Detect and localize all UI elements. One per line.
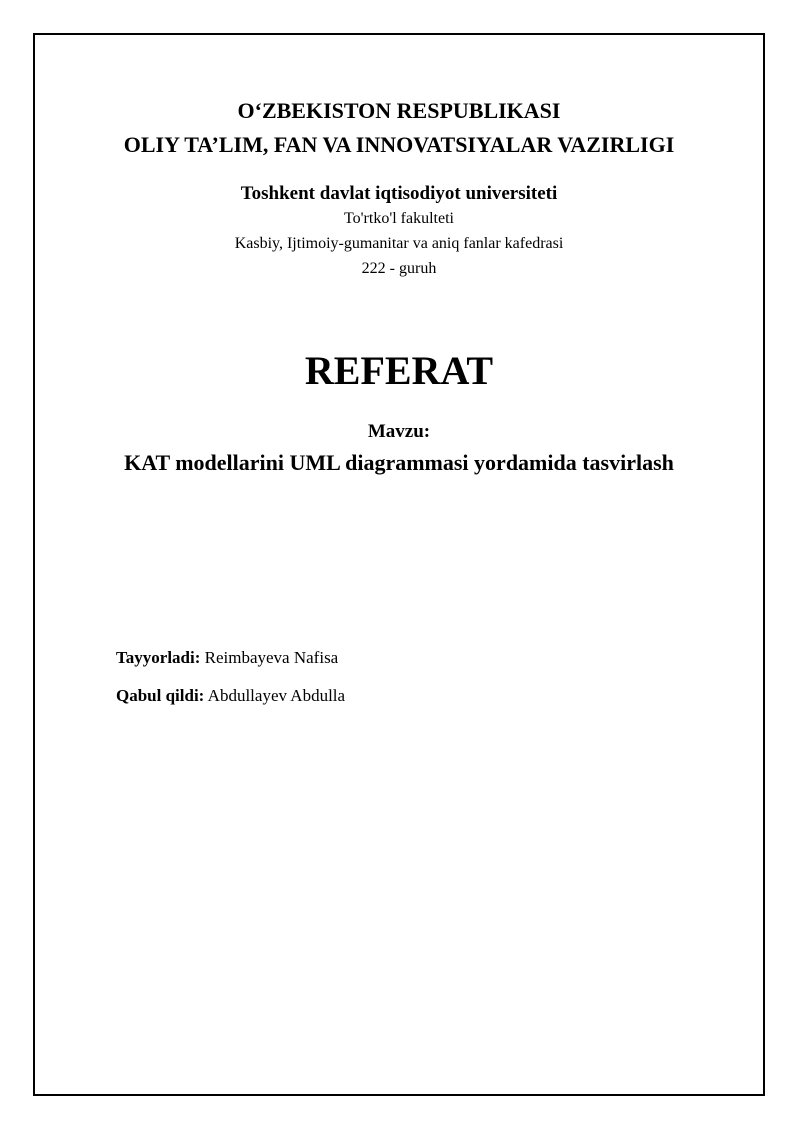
accepted-by-name: Abdullayev Abdulla <box>207 686 346 705</box>
department-name: Kasbiy, Ijtimoiy-gumanitar va aniq fanlar kafedrasi <box>234 235 564 252</box>
document-title: REFERAT <box>304 348 494 393</box>
prepared-by-name: Reimbayeva Nafisa <box>204 648 339 667</box>
prepared-by <box>116 648 338 668</box>
university-name: Toshkent davlat iqtisodiyot universiteti <box>240 183 558 204</box>
group-name: 222 - guruh <box>361 260 437 277</box>
prepared-by-label: Tayyorladi: <box>116 648 201 667</box>
ministry-heading: OLIY TA’LIM, FAN VA INNOVATSIYALAR VAZIRLIGI <box>123 132 675 157</box>
topic-label: Mavzu: <box>367 421 431 442</box>
country-heading: O‘ZBEKISTON RESPUBLIKASI <box>237 98 561 123</box>
faculty-name: To'rtko'l fakulteti <box>344 210 454 227</box>
accepted-by <box>116 686 345 706</box>
topic-text: KAT modellarini UML diagrammasi yordamida tasvirlash <box>124 450 674 475</box>
accepted-by-label: Qabul qildi: <box>116 686 205 705</box>
